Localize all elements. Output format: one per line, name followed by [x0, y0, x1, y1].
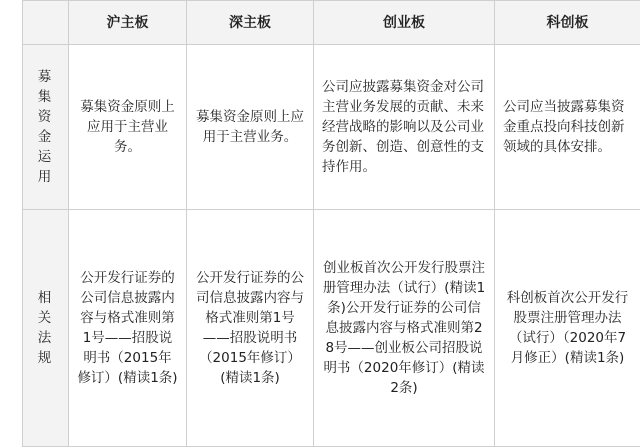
comparison-table — [22, 0, 640, 447]
row-label-fund-use: 募集资金运用 — [23, 45, 69, 210]
header-corner — [23, 1, 69, 45]
cell-fund-use-chinext: 公司应披露募集资金对公司主营业务发展的贡献、未来经营战略的影响以及公司业务创新、创造、创意性的支持作用。 — [314, 45, 495, 210]
table-header-row — [23, 1, 640, 45]
cell-regulations-sz: 公开发行证券的公司信息披露内容与格式准则第1号——招股说明书（2015年修订）(精读1条) — [187, 210, 314, 447]
header-sz-main-board: 深主板 — [187, 1, 314, 45]
cell-regulations-sh: 公开发行证券的公司信息披露内容与格式准则第1号——招股说明书（2015年修订）(精读1条) — [69, 210, 187, 447]
table-row-regulations — [23, 210, 640, 447]
table-row-fund-use — [23, 45, 640, 210]
cell-fund-use-sz: 募集资金原则上应用于主营业务。 — [187, 45, 314, 210]
row-label-regulations: 相关法规 — [23, 210, 69, 447]
cell-fund-use-star: 公司应当披露募集资金重点投向科技创新领域的具体安排。 — [495, 45, 640, 210]
header-star-market: 科创板 — [495, 1, 640, 45]
header-chinext: 创业板 — [314, 1, 495, 45]
cell-regulations-chinext: 创业板首次公开发行股票注册管理办法（试行）(精读1条)公开发行证券的公司信息披露内容与格式准则第28号——创业板公司招股说明书（2020年修订）(精读2条) — [314, 210, 495, 447]
header-sh-main-board: 沪主板 — [69, 1, 187, 45]
cell-regulations-star: 科创板首次公开发行股票注册管理办法（试行）（2020年7月修正）(精读1条) — [495, 210, 640, 447]
cell-fund-use-sh: 募集资金原则上应用于主营业务。 — [69, 45, 187, 210]
